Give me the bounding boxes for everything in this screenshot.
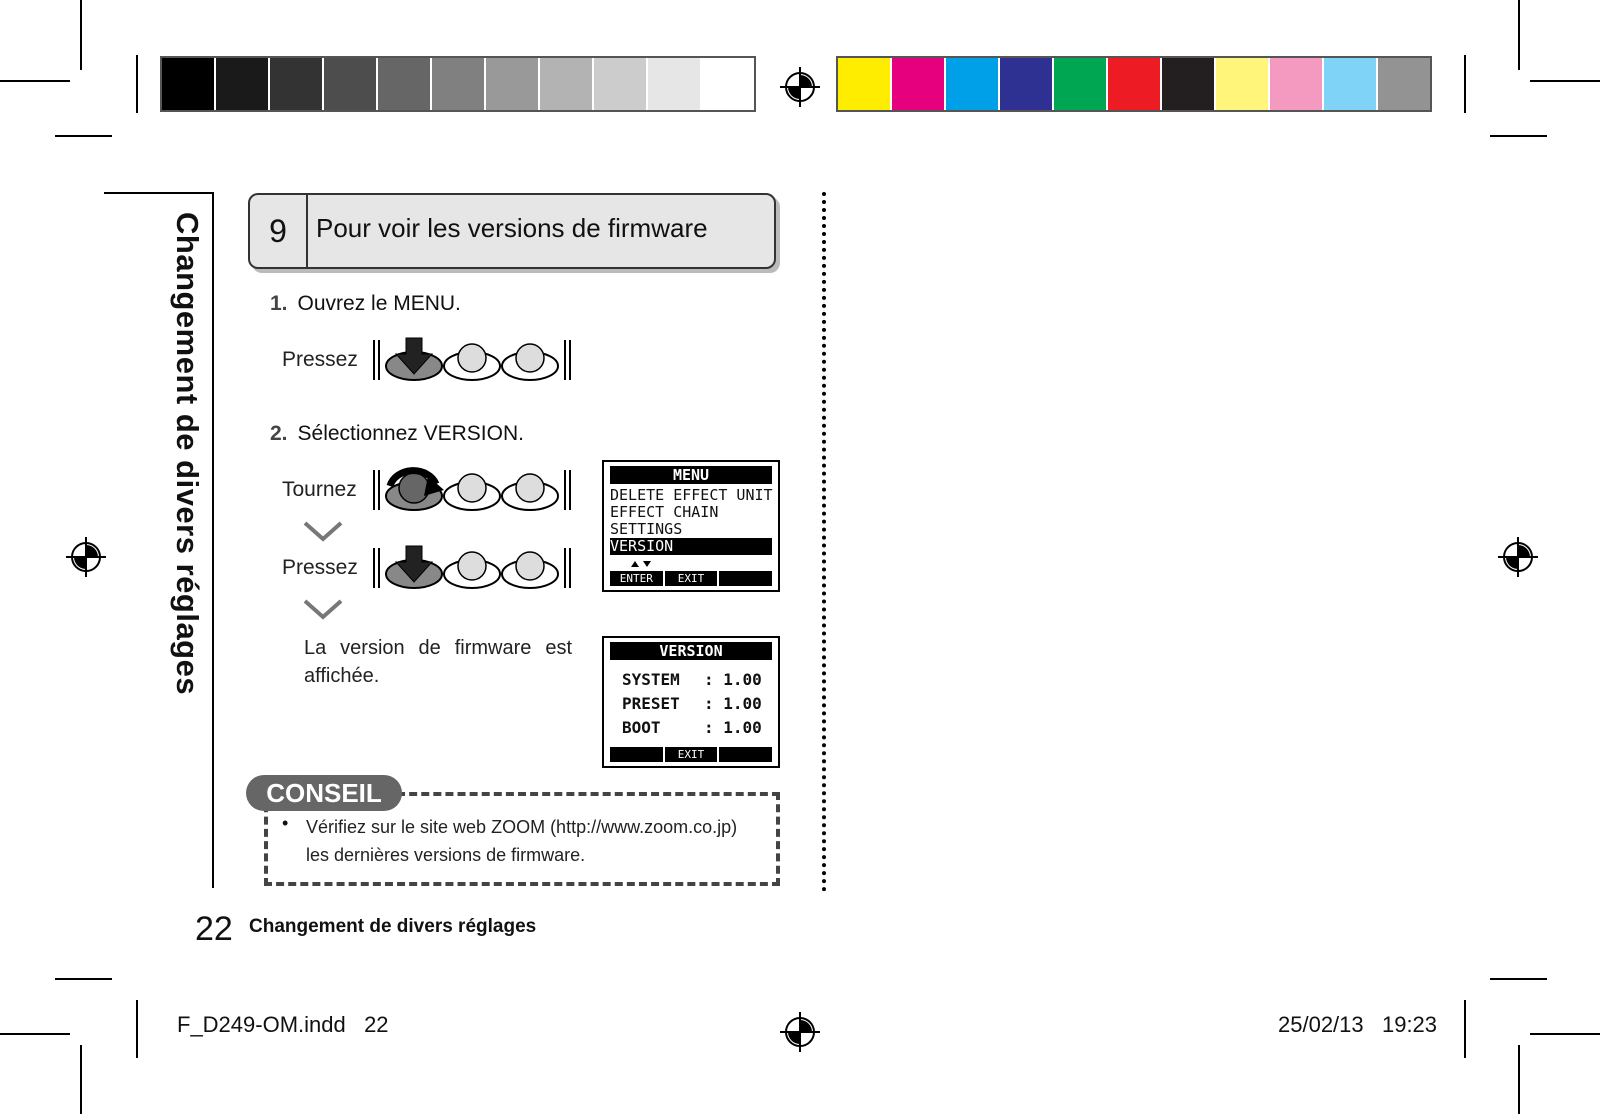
- color-swatch: [378, 58, 430, 110]
- crop-mark: [136, 1000, 138, 1058]
- color-swatch: [162, 58, 214, 110]
- color-swatch: [946, 58, 998, 110]
- version-row: [622, 694, 762, 713]
- running-footer-title: Changement de divers réglages: [249, 916, 537, 937]
- crop-mark: [136, 55, 138, 113]
- color-swatch: [1162, 58, 1214, 110]
- color-swatch: [540, 58, 592, 110]
- color-swatch: [324, 58, 376, 110]
- menu-screen-footer: [610, 571, 772, 586]
- color-swatch: [594, 58, 646, 110]
- press-label: Pressez: [282, 556, 358, 579]
- press-label: Pressez: [282, 348, 358, 371]
- tip-label: CONSEIL: [246, 775, 402, 811]
- crop-mark: [1518, 0, 1520, 70]
- color-swatch: [1108, 58, 1160, 110]
- crop-mark: [1530, 1033, 1600, 1035]
- color-swatch: [1324, 58, 1376, 110]
- knob-press-icon: [372, 336, 572, 384]
- version-row: [622, 718, 762, 737]
- version-row: [622, 670, 762, 689]
- color-swatch: [432, 58, 484, 110]
- menu-item: SETTINGS: [610, 520, 683, 538]
- color-swatch: [892, 58, 944, 110]
- crop-mark: [1518, 1045, 1520, 1114]
- version-screen-footer: [610, 747, 772, 762]
- crop-mark: [80, 1045, 82, 1114]
- registration-mark-icon: [780, 67, 820, 107]
- version-screen-title: VERSION: [610, 642, 772, 660]
- color-swatch: [1054, 58, 1106, 110]
- crop-mark: [1490, 978, 1547, 980]
- blank-softkey: [719, 571, 772, 586]
- tip-text-line: Vérifiez sur le site web ZOOM (http://www.zoom.co.jp): [306, 817, 738, 837]
- registration-mark-icon: [66, 537, 106, 577]
- crop-mark: [1530, 80, 1600, 82]
- version-value: : 1.00: [704, 670, 762, 689]
- chevron-down-icon: [302, 520, 344, 542]
- color-swatch: [702, 58, 754, 110]
- crop-mark: [1464, 1000, 1466, 1058]
- exit-softkey: EXIT: [665, 747, 718, 762]
- version-value: : 1.00: [704, 718, 762, 737]
- crop-mark: [80, 0, 82, 70]
- blank-softkey: [719, 747, 772, 762]
- registration-mark-icon: [1498, 537, 1538, 577]
- tip-bullet: •: [282, 813, 289, 833]
- step-text: Ouvrez le MENU.: [297, 292, 461, 315]
- step-number: 2.: [270, 422, 288, 445]
- tip-text: [306, 813, 776, 869]
- slug-date: 25/02/13 19:23: [1278, 1012, 1438, 1037]
- side-chapter-title-text: Changement de divers réglages: [170, 212, 205, 696]
- step-1: [270, 292, 461, 316]
- exit-softkey: EXIT: [665, 571, 718, 586]
- step-2: [270, 422, 524, 446]
- crop-mark: [0, 80, 70, 82]
- color-swatch: [838, 58, 890, 110]
- knob-press-icon: [372, 544, 572, 592]
- registration-mark-icon: [780, 1012, 820, 1052]
- menu-item: DELETE EFFECT UNIT: [610, 486, 773, 504]
- chevron-down-icon: [302, 598, 344, 620]
- menu-item: EFFECT CHAIN: [610, 503, 719, 521]
- step-text: Sélectionnez VERSION.: [297, 422, 524, 445]
- turn-label: Tournez: [282, 478, 357, 501]
- color-swatch: [648, 58, 700, 110]
- menu-screen-title: MENU: [610, 466, 772, 484]
- side-tab-rule: [104, 192, 214, 194]
- color-swatch: [1216, 58, 1268, 110]
- version-value: : 1.00: [704, 694, 762, 713]
- color-swatch: [216, 58, 268, 110]
- side-chapter-title: [165, 212, 205, 752]
- crop-mark: [0, 1033, 70, 1035]
- process-color-bar: [836, 56, 1432, 112]
- version-label: SYSTEM: [622, 670, 680, 689]
- crop-mark: [1464, 55, 1466, 113]
- up-down-arrows-icon: [630, 560, 652, 568]
- section-header: [248, 193, 776, 269]
- color-swatch: [486, 58, 538, 110]
- color-swatch: [1270, 58, 1322, 110]
- section-title: Pour voir les versions de firmware: [316, 213, 708, 243]
- color-swatch: [1378, 58, 1430, 110]
- version-label: BOOT: [622, 718, 661, 737]
- page-number: 22: [195, 910, 233, 948]
- column-divider: [822, 192, 826, 892]
- color-swatch: [1000, 58, 1052, 110]
- version-label: PRESET: [622, 694, 680, 713]
- enter-softkey: ENTER: [610, 571, 663, 586]
- section-number: 9: [250, 195, 308, 267]
- blank-softkey: [610, 747, 663, 762]
- crop-mark: [1490, 135, 1547, 137]
- knob-turn-icon: [372, 466, 572, 514]
- side-tab-rule: [212, 192, 214, 888]
- result-text: La version de firmware est affichée.: [304, 637, 572, 687]
- tip-text-line: les dernières versions de firmware.: [306, 845, 586, 865]
- slug-file: F_D249-OM.indd 22: [177, 1012, 389, 1037]
- menu-screen: [602, 460, 780, 592]
- crop-mark: [55, 135, 112, 137]
- crop-mark: [55, 978, 112, 980]
- menu-item-selected: VERSION: [610, 538, 772, 555]
- grayscale-color-bar: [160, 56, 756, 112]
- step-number: 1.: [270, 292, 288, 315]
- version-screen: [602, 636, 780, 768]
- color-swatch: [270, 58, 322, 110]
